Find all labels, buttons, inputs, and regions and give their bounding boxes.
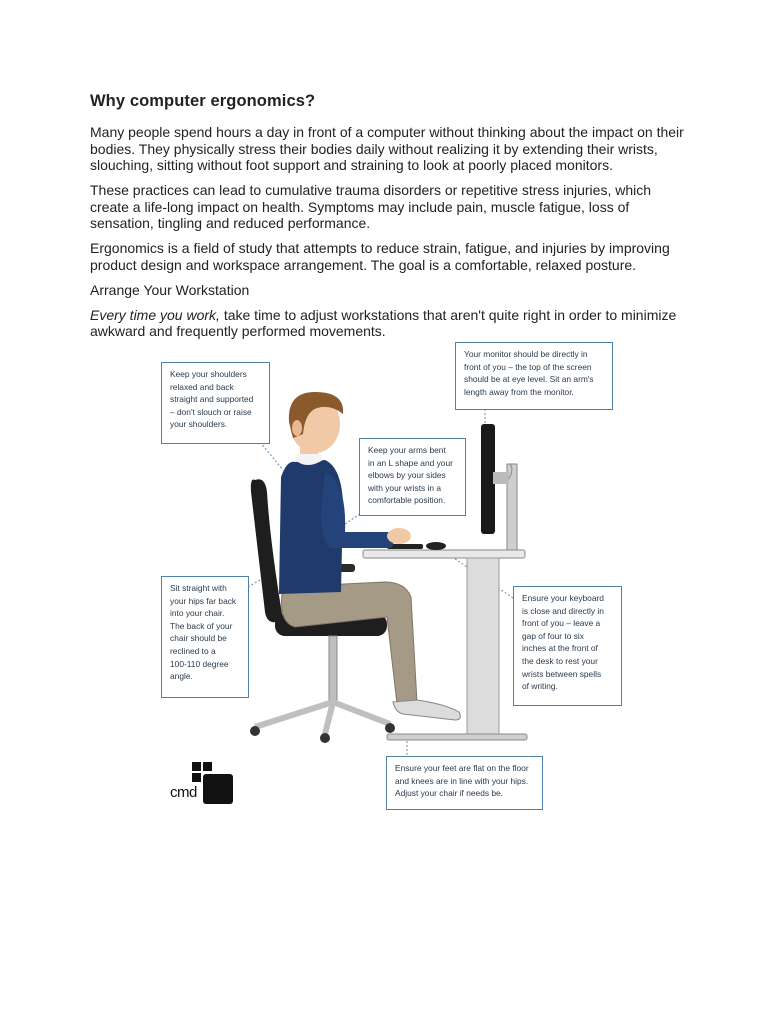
callout-monitor: Your monitor should be directly in front of you – the top of the screen should be at eye level. Sit an arm's length away from the monitor. — [455, 342, 613, 410]
callout-feet: Ensure your feet are flat on the floor and knees are in line with your hips. Adjust your chair if needs be. — [386, 756, 543, 810]
paragraph-3: Ergonomics is a field of study that attempts to reduce strain, fatigue, and injuries by improving product design and workspace arrangement. The goal is a comfortable, relaxed posture. — [90, 240, 670, 273]
intro-paragraph — [90, 307, 690, 340]
page-title: Why computer ergonomics? — [90, 92, 316, 110]
callout-keyboard: Ensure your keyboard is close and directly in front of you – leave a gap of four to six inches at the front of the desk to rest your wrists between spells of writing. — [513, 586, 622, 706]
mouse — [426, 542, 446, 550]
callout-hips: Sit straight with your hips far back into your chair. The back of your chair should be reclined to a 100-110 degree angle. — [161, 576, 249, 698]
paragraph-2: These practices can lead to cumulative trauma disorders or repetitive stress injuries, which create a life-long impact on health. Symptoms may include pain, muscle fatigue, loss of sensation, tingling and reduced performance. — [90, 182, 652, 231]
callout-shoulders: Keep your shoulders relaxed and back straight and supported – don't slouch or raise your shoulders. — [161, 362, 270, 444]
cmd-logo — [170, 762, 240, 808]
intro-rest: take time to adjust workstations that aren't quite right in order to minimize awkward and frequently performed movements. — [90, 306, 677, 339]
intro-italic: Every time you work, — [90, 306, 220, 323]
logo-text: cmd — [170, 784, 197, 801]
section-subheading: Arrange Your Workstation — [90, 281, 250, 298]
ergonomics-illustration — [155, 342, 685, 812]
monitor — [481, 424, 517, 550]
article — [90, 92, 690, 348]
callout-arms: Keep your arms bent in an L shape and your elbows by your sides with your wrists in a comfortable position. — [359, 438, 466, 516]
paragraph-1: Many people spend hours a day in front of a computer without thinking about the impact on their bodies. They physically stress their bodies daily without realizing it by extending their wrists, slouching, sitting without foot support and straining to look at poorly placed monitors. — [90, 124, 684, 173]
